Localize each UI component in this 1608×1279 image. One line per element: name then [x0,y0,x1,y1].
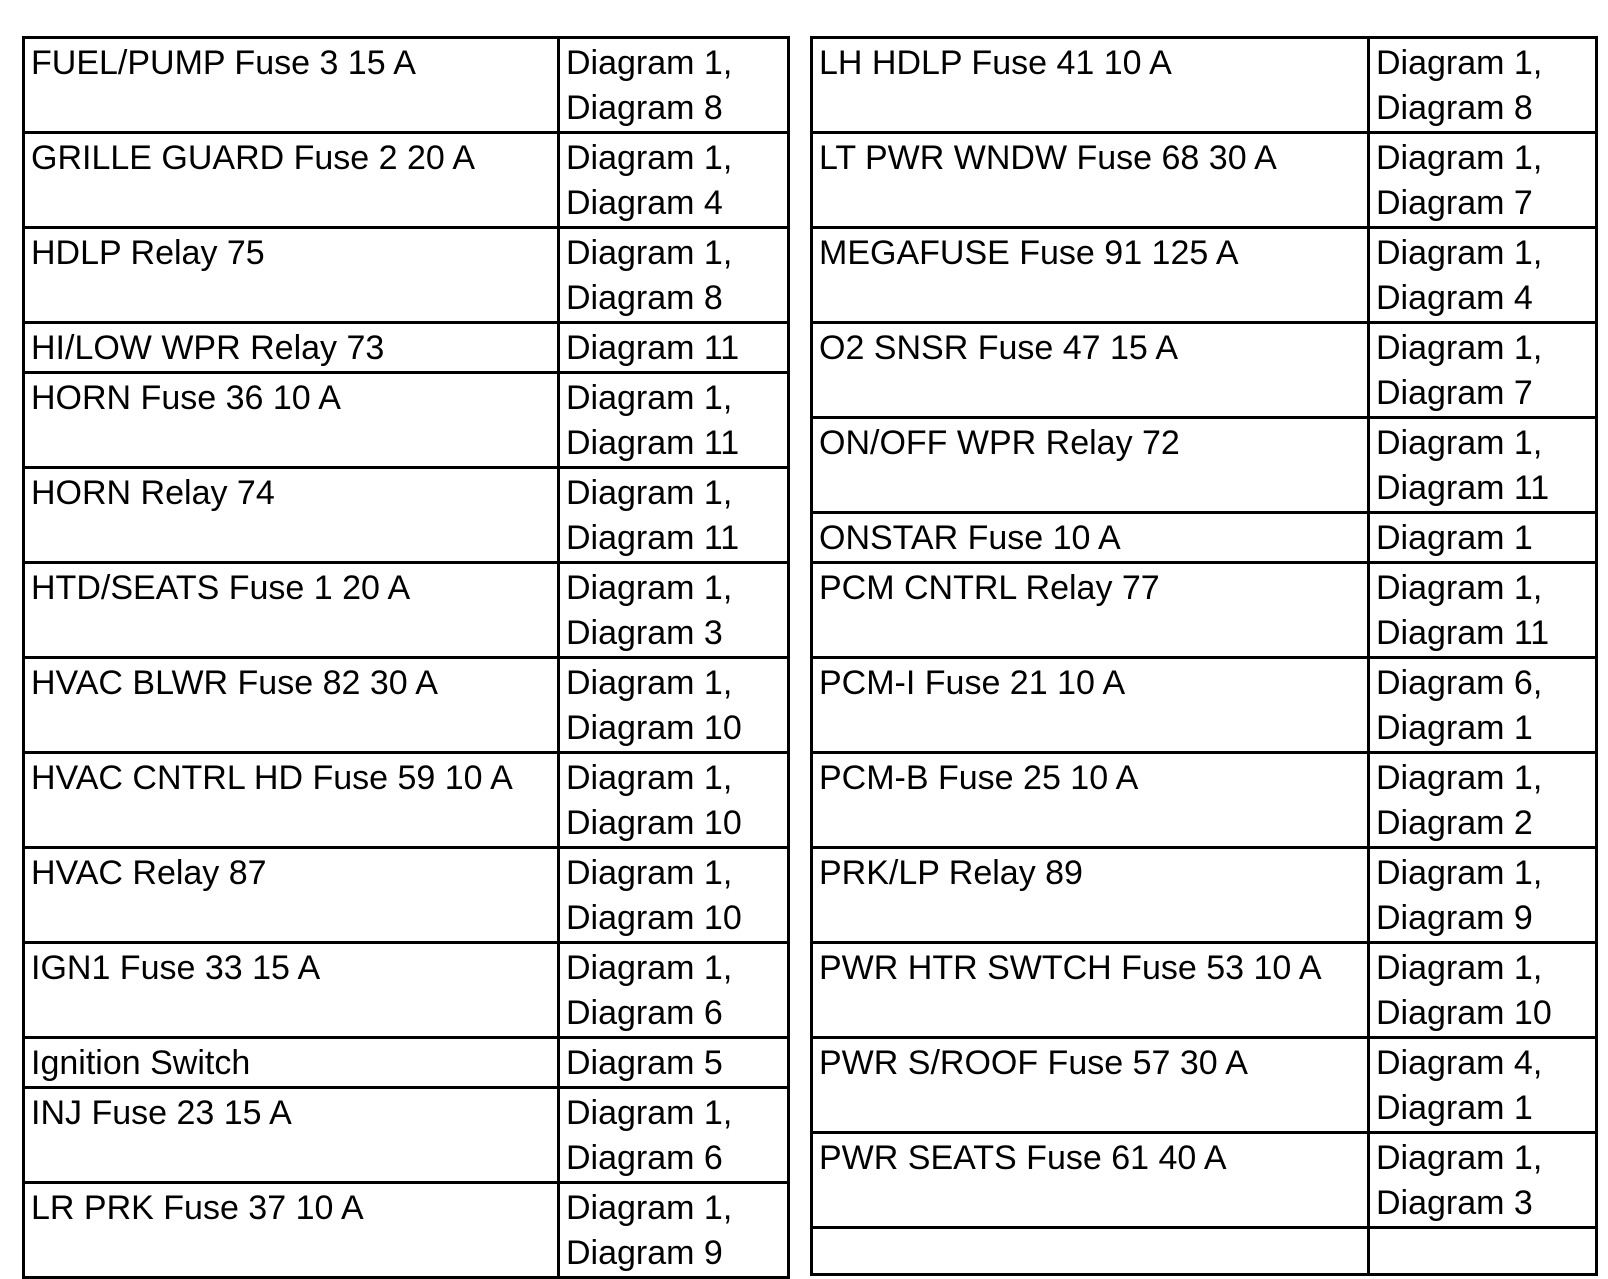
index-row [812,563,1597,658]
diagram-reference-cell: Diagram 1, Diagram 10 [559,753,789,848]
component-name-cell: PWR S/ROOF Fuse 57 30 A [812,1038,1369,1133]
component-name-cell: ON/OFF WPR Relay 72 [812,418,1369,513]
index-row [24,468,789,563]
index-row [24,373,789,468]
index-row [812,513,1597,563]
diagram-reference-cell: Diagram 1, Diagram 8 [559,38,789,133]
component-name-cell: MEGAFUSE Fuse 91 125 A [812,228,1369,323]
diagram-reference-cell: Diagram 1 [1369,513,1597,563]
diagram-reference-cell: Diagram 1, Diagram 3 [1369,1133,1597,1228]
index-row [24,848,789,943]
index-row [812,228,1597,323]
index-row [812,323,1597,418]
component-name-cell: HVAC CNTRL HD Fuse 59 10 A [24,753,559,848]
index-row [24,563,789,658]
component-name-cell: Ignition Switch [24,1038,559,1088]
component-name-cell: LR PRK Fuse 37 10 A [24,1183,559,1278]
diagram-reference-cell: Diagram 1, Diagram 7 [1369,133,1597,228]
component-name-cell: FUEL/PUMP Fuse 3 15 A [24,38,559,133]
diagram-reference-cell: Diagram 1, Diagram 9 [559,1183,789,1278]
diagram-reference-cell: Diagram 1, Diagram 7 [1369,323,1597,418]
diagram-reference-cell: Diagram 1, Diagram 11 [1369,563,1597,658]
diagram-reference-cell: Diagram 1, Diagram 10 [1369,943,1597,1038]
index-row [812,1228,1597,1275]
component-name-cell: LH HDLP Fuse 41 10 A [812,38,1369,133]
component-name-cell: PWR SEATS Fuse 61 40 A [812,1133,1369,1228]
index-row [24,943,789,1038]
component-name-cell: INJ Fuse 23 15 A [24,1088,559,1183]
index-row [24,228,789,323]
index-row [24,133,789,228]
diagram-reference-cell: Diagram 1, Diagram 4 [559,133,789,228]
component-name-cell: HTD/SEATS Fuse 1 20 A [24,563,559,658]
component-name-cell [812,1228,1369,1275]
diagram-reference-cell: Diagram 4, Diagram 1 [1369,1038,1597,1133]
diagram-reference-cell: Diagram 11 [559,323,789,373]
diagram-reference-cell: Diagram 1, Diagram 10 [559,658,789,753]
diagram-reference-cell: Diagram 6, Diagram 1 [1369,658,1597,753]
diagram-reference-cell: Diagram 1, Diagram 11 [1369,418,1597,513]
diagram-reference-cell: Diagram 1, Diagram 6 [559,1088,789,1183]
component-name-cell: PWR HTR SWTCH Fuse 53 10 A [812,943,1369,1038]
index-row [812,658,1597,753]
index-row [812,38,1597,133]
diagram-reference-cell: Diagram 1, Diagram 10 [559,848,789,943]
index-row [24,1038,789,1088]
component-name-cell: HORN Relay 74 [24,468,559,563]
index-row [812,1133,1597,1228]
diagram-reference-cell: Diagram 1, Diagram 3 [559,563,789,658]
index-row [812,1038,1597,1133]
component-name-cell: PCM-I Fuse 21 10 A [812,658,1369,753]
component-name-cell: HDLP Relay 75 [24,228,559,323]
diagram-reference-cell: Diagram 1, Diagram 11 [559,468,789,563]
index-row [812,753,1597,848]
component-name-cell: PCM-B Fuse 25 10 A [812,753,1369,848]
index-row [24,1183,789,1278]
index-row [24,753,789,848]
index-row [812,848,1597,943]
diagram-reference-cell: Diagram 1, Diagram 9 [1369,848,1597,943]
component-name-cell: IGN1 Fuse 33 15 A [24,943,559,1038]
component-name-cell: O2 SNSR Fuse 47 15 A [812,323,1369,418]
index-row [812,943,1597,1038]
component-name-cell: HVAC BLWR Fuse 82 30 A [24,658,559,753]
component-name-cell: HI/LOW WPR Relay 73 [24,323,559,373]
component-name-cell: HVAC Relay 87 [24,848,559,943]
index-row [812,418,1597,513]
index-row [812,133,1597,228]
index-row [24,658,789,753]
component-name-cell: ONSTAR Fuse 10 A [812,513,1369,563]
diagram-reference-cell: Diagram 1, Diagram 8 [1369,38,1597,133]
component-name-cell: GRILLE GUARD Fuse 2 20 A [24,133,559,228]
diagram-reference-cell: Diagram 1, Diagram 6 [559,943,789,1038]
index-row [24,1088,789,1183]
diagram-reference-cell: Diagram 1, Diagram 2 [1369,753,1597,848]
right-index-body [812,38,1597,1275]
index-row [24,323,789,373]
diagram-reference-cell: Diagram 1, Diagram 4 [1369,228,1597,323]
component-name-cell: HORN Fuse 36 10 A [24,373,559,468]
index-row [24,38,789,133]
component-name-cell: LT PWR WNDW Fuse 68 30 A [812,133,1369,228]
component-name-cell: PCM CNTRL Relay 77 [812,563,1369,658]
diagram-reference-cell: Diagram 1, Diagram 11 [559,373,789,468]
diagram-reference-cell [1369,1228,1597,1275]
component-name-cell: PRK/LP Relay 89 [812,848,1369,943]
left-index-table [22,36,790,1279]
left-index-body [24,38,789,1278]
right-index-table [810,36,1598,1276]
diagram-reference-cell: Diagram 5 [559,1038,789,1088]
diagram-reference-cell: Diagram 1, Diagram 8 [559,228,789,323]
